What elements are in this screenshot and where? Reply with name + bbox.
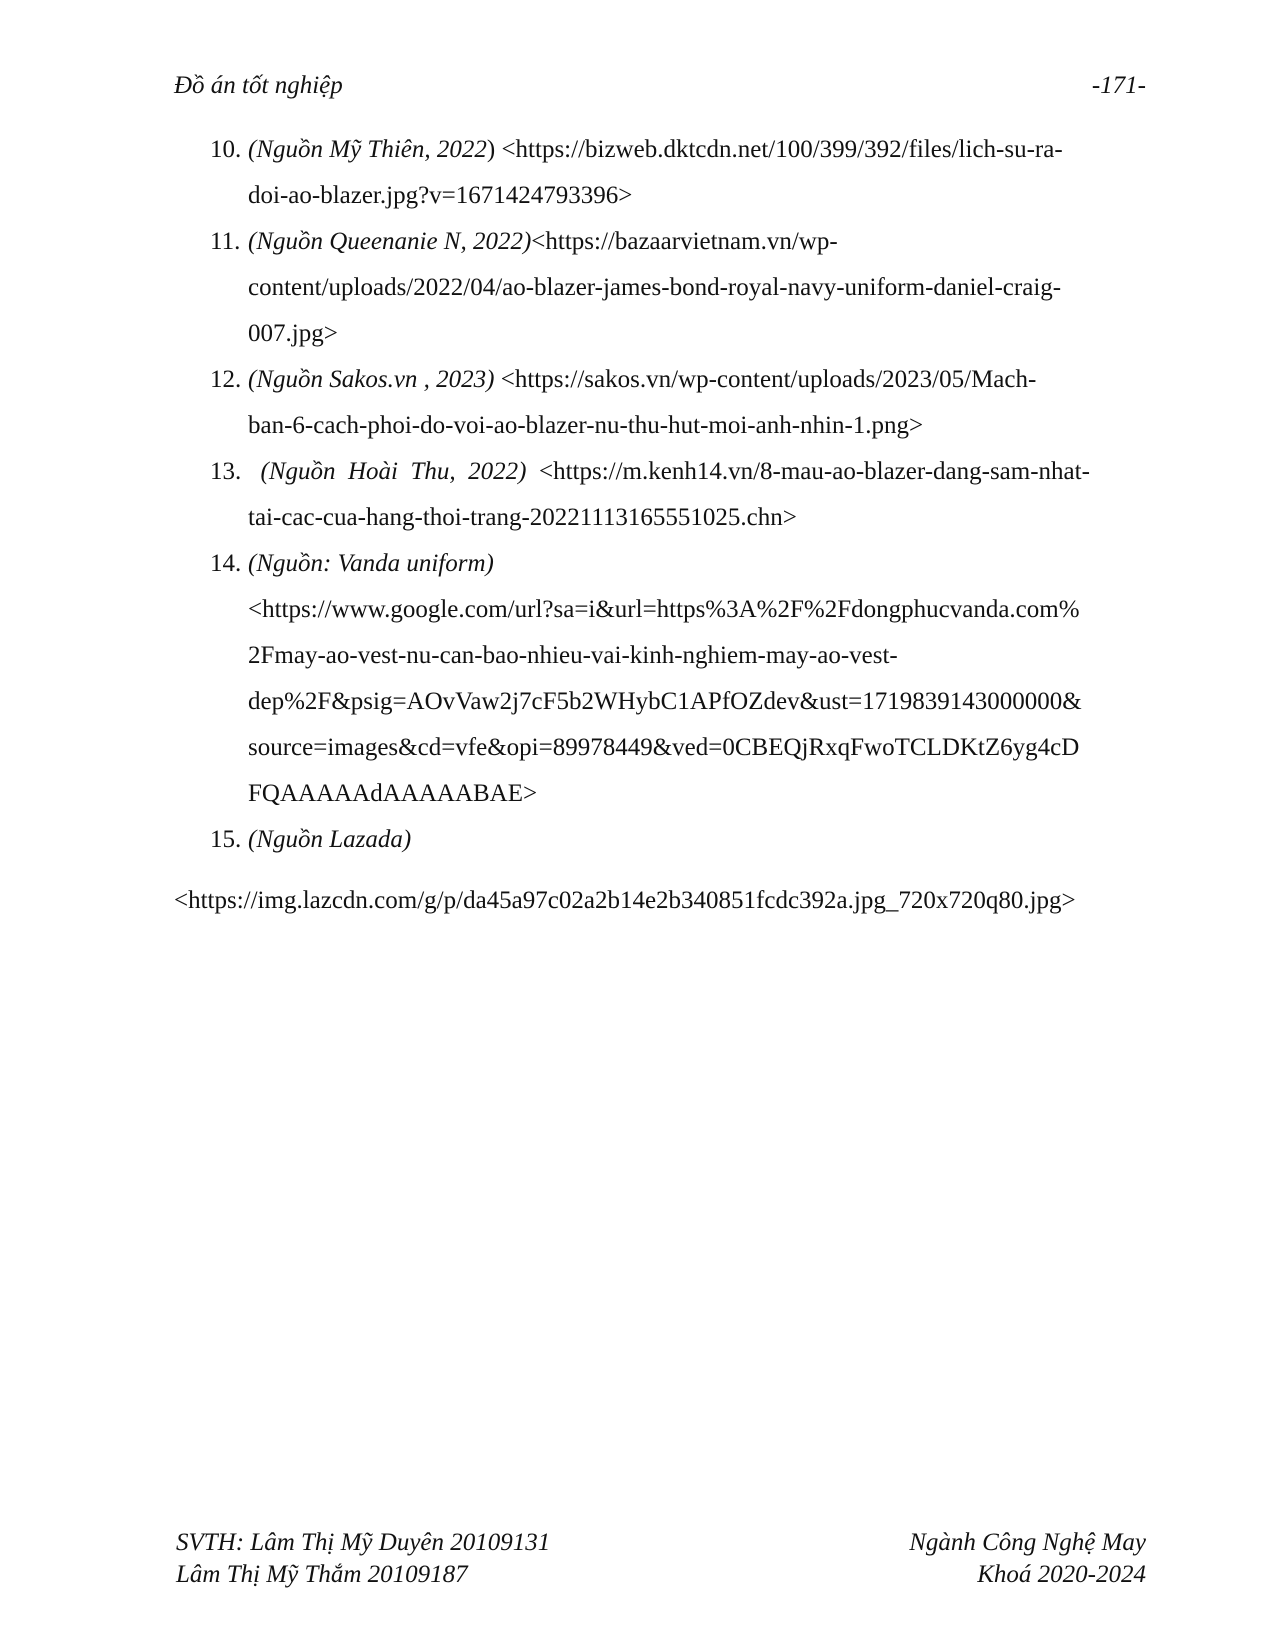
page-header: [174, 72, 1146, 112]
reference-source: (Nguồn Mỹ Thiên, 2022: [248, 136, 487, 163]
footer-course: [909, 1527, 1146, 1591]
reference-source: (Nguồn Lazada): [248, 826, 412, 853]
reference-line: [248, 357, 1160, 403]
footer-student-1: SVTH: Lâm Thị Mỹ Duyên 20109131: [176, 1529, 551, 1556]
reference-url-cont[interactable]: doi-ao-blazer.jpg?v=1671424793396>: [248, 182, 633, 209]
footer-student-2: Lâm Thị Mỹ Thắm 20109187: [176, 1561, 468, 1588]
reference-source: (Nguồn Queenanie N, 2022): [248, 228, 532, 255]
reference-line: [248, 219, 1160, 265]
reference-url-lazada[interactable]: <https://img.lazcdn.com/g/p/da45a97c02a2b14e2b340851fcdc392a.jpg_720x720q80.jpg>: [174, 887, 1076, 914]
reference-url[interactable]: <https://sakos.vn/wp-content/uploads/2023/05/Mach-: [494, 366, 1037, 393]
reference-number: 14.: [210, 550, 242, 577]
reference-list: [210, 127, 1160, 863]
reference-item: [210, 219, 1160, 357]
reference-line: [248, 127, 1160, 173]
reference-item: [210, 127, 1160, 219]
reference-number: 15.: [210, 826, 242, 853]
reference-url-cont[interactable]: FQAAAAAdAAAAABAE>: [248, 780, 538, 807]
reference-url[interactable]: <https://bazaarvietnam.vn/wp-: [531, 228, 838, 255]
reference-url-cont[interactable]: dep%2F&psig=AOvVaw2j7cF5b2WHybC1APfOZdev&ust=1719839143000000&: [248, 688, 1082, 715]
reference-item: [210, 541, 1160, 817]
reference-url[interactable]: <https://bizweb.dktcdn.net/100/399/392/files/lich-su-ra-: [501, 136, 1063, 163]
reference-source: (Nguồn Sakos.vn , 2023): [248, 366, 495, 393]
reference-item: [210, 357, 1160, 449]
page-number: -171-: [1091, 72, 1146, 99]
reference-line: [248, 541, 1160, 587]
reference-url-cont[interactable]: ban-6-cach-phoi-do-voi-ao-blazer-nu-thu-hut-moi-anh-nhin-1.png>: [248, 412, 924, 439]
reference-number: 10.: [210, 136, 242, 163]
reference-number: 11.: [210, 228, 241, 255]
page-footer: [176, 1527, 1146, 1597]
reference-url-cont[interactable]: <https://www.google.com/url?sa=i&url=https%3A%2F%2Fdongphucvanda.com%: [248, 596, 1080, 623]
reference-source: (Nguồn Hoài Thu, 2022): [248, 458, 527, 485]
reference-item: [210, 449, 1160, 541]
reference-item: [210, 817, 1160, 863]
reference-source-close: ): [486, 136, 496, 163]
reference-url[interactable]: <https://m.kenh14.vn/8-mau-ao-blazer-dang-sam-nhat-: [526, 458, 1090, 485]
reference-url-cont[interactable]: source=images&cd=vfe&opi=89978449&ved=0CBEQjRxqFwoTCLDKtZ6yg4cD: [248, 734, 1080, 761]
footer-major: Ngành Công Nghệ May: [909, 1529, 1146, 1556]
reference-number: 12.: [210, 366, 242, 393]
reference-line: [248, 449, 1160, 495]
reference-url-cont[interactable]: 2Fmay-ao-vest-nu-can-bao-nhieu-vai-kinh-nghiem-may-ao-vest-: [248, 642, 898, 669]
reference-url-cont[interactable]: content/uploads/2022/04/ao-blazer-james-bond-royal-navy-uniform-daniel-craig-: [248, 274, 1062, 301]
reference-url-cont[interactable]: 007.jpg>: [248, 320, 338, 347]
document-title: Đồ án tốt nghiệp: [174, 72, 343, 99]
footer-students: [176, 1527, 550, 1591]
reference-number: 13.: [210, 458, 242, 485]
reference-source: (Nguồn: Vanda uniform): [248, 550, 494, 577]
reference-line: [248, 817, 1160, 863]
footer-cohort: Khoá 2020-2024: [977, 1561, 1146, 1588]
reference-url-cont[interactable]: tai-cac-cua-hang-thoi-trang-20221113165551025.chn>: [248, 504, 797, 531]
